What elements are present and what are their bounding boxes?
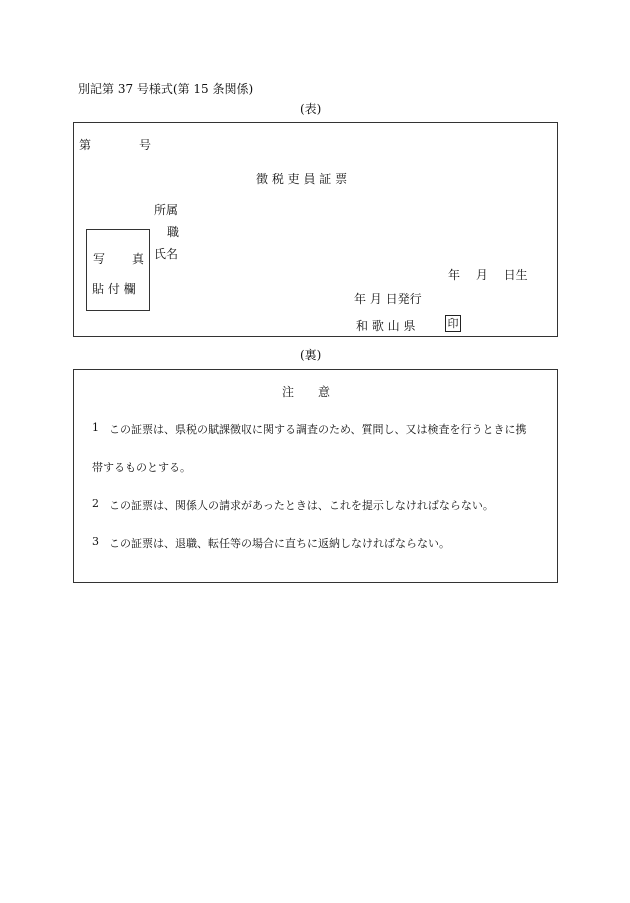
notes-title: 注 意 — [282, 385, 331, 399]
issuer-name: 和 歌 山 県 — [356, 319, 416, 333]
issue-date: 年 月 日発行 — [354, 292, 422, 306]
photo-box — [86, 229, 150, 311]
note-2-text: この証票は、関係人の請求があったときは、これを提示しなければならない。 — [109, 499, 494, 512]
back-side-label: (裏) — [300, 348, 322, 362]
card-title: 徴 税 吏 員 証 票 — [256, 172, 348, 186]
birth-date: 年 月 日生 — [448, 268, 528, 282]
note-3-text: この証票は、退職、転任等の場合に直ちに返納しなければならない。 — [109, 537, 450, 550]
front-side-label: (表) — [300, 102, 322, 116]
field-affiliation-label: 所属 — [154, 203, 179, 217]
note-1-text: この証票は、県税の賦課徴収に関する調査のため、質問し、又は検査を行うときに携 — [109, 423, 527, 436]
note-2-number: 2 — [92, 497, 99, 510]
front-card — [73, 122, 558, 337]
photo-label-left: 写 — [93, 252, 106, 266]
field-position-label: 職 — [167, 225, 180, 239]
field-name-label: 氏名 — [154, 247, 179, 261]
form-heading: 別記第 37 号様式(第 15 条関係) — [78, 82, 254, 96]
seal-stamp: 印 — [445, 315, 461, 332]
photo-label-bottom: 貼 付 欄 — [92, 282, 136, 296]
number-prefix: 第 — [79, 138, 92, 152]
back-card — [73, 369, 558, 583]
note-1-number: 1 — [92, 421, 99, 434]
note-3-number: 3 — [92, 535, 99, 548]
note-1-continuation: 帯するものとする。 — [92, 461, 191, 474]
photo-label-right: 真 — [132, 252, 145, 266]
number-suffix: 号 — [139, 138, 152, 152]
